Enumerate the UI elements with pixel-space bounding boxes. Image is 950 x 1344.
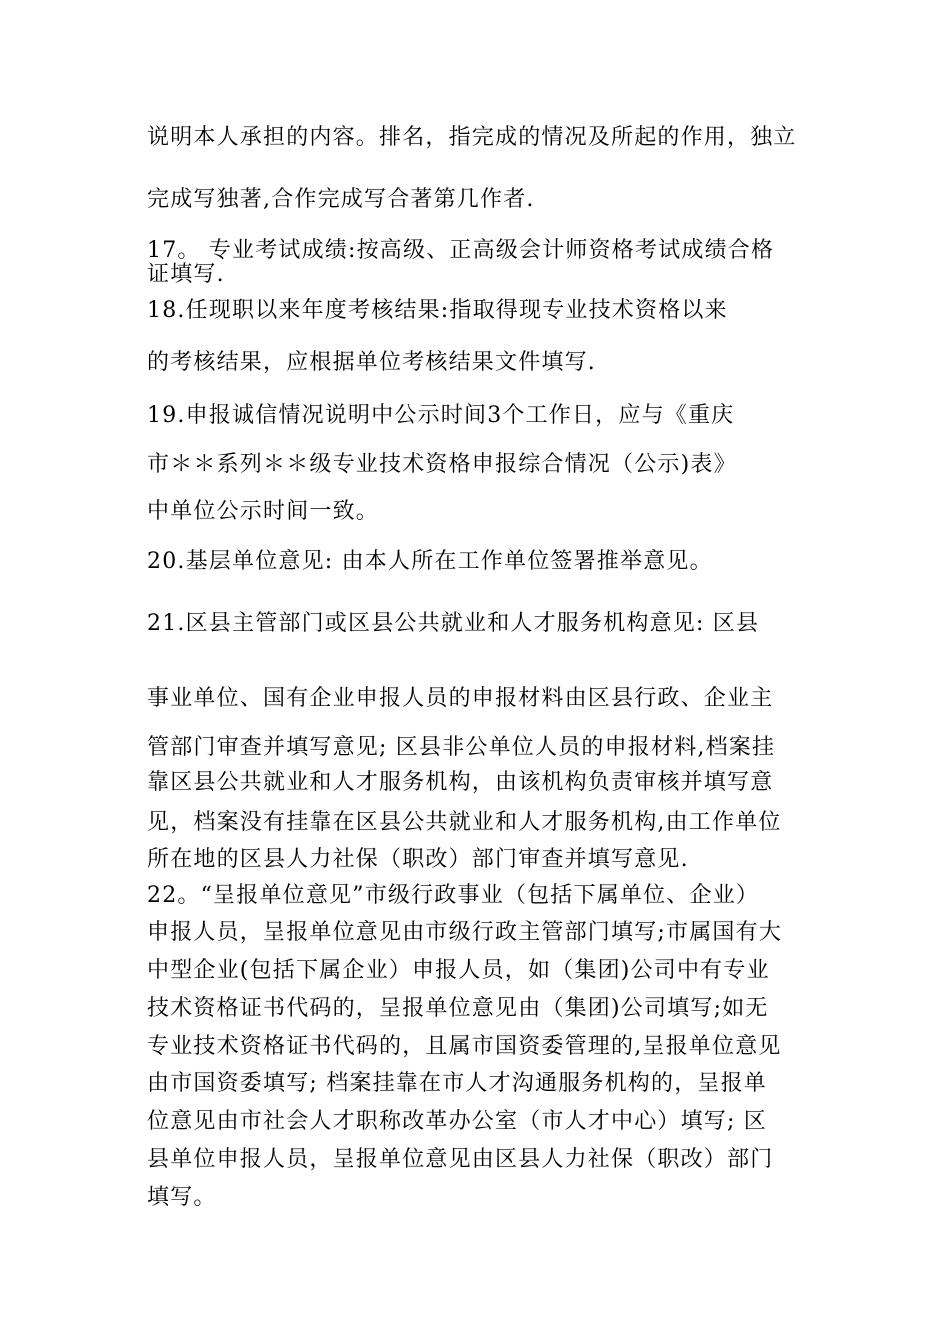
text-line: 22。“呈报单位意见”市级行政事业（包括下属单位、企业） [147,883,760,908]
text-line: 所在地的区县人力社保（职改）部门审查并填写意见. [147,847,689,872]
text-line: 县单位申报人员，呈报单位意见由区县人力社保（职改）部门 [147,1147,774,1172]
text-line: 说明本人承担的内容。排名，指完成的情况及所起的作用，独立 [147,125,797,150]
text-line: 见，档案没有挂靠在区县公共就业和人才服务机构,由工作单位 [147,810,782,835]
text-line: 完成写独著,合作完成写合著第几作者. [147,187,535,212]
text-line: 20.基层单位意见: 由本人所在工作单位签署推举意见。 [147,549,713,574]
text-line: 17。 专业考试成绩:按高级、正高级会计师资格考试成绩合格 [147,238,775,263]
text-line: 证填写. [147,262,225,287]
text-line: 18.任现职以来年度考核结果:指取得现专业技术资格以来 [147,298,728,323]
text-line: 由市国资委填写; 档案挂靠在市人才沟通服务机构的，呈报单 [147,1071,768,1096]
text-line: 19.申报诚信情况说明中公示时间3个工作日，应与《重庆 [147,403,735,428]
text-line: 位意见由市社会人才职称改革办公室（市人才中心）填写; 区 [147,1109,768,1134]
text-line: 事业单位、国有企业申报人员的申报材料由区县行政、企业主 [147,686,774,711]
text-line: 中型企业(包括下属企业）申报人员，如（集团)公司中有专业 [147,958,770,983]
text-line: 技术资格证书代码的，呈报单位意见由（集团)公司填写;如无 [147,996,769,1021]
text-line: 填写。 [147,1185,217,1210]
text-line: 21.区县主管部门或区县公共就业和人才服务机构意见: 区县 [147,611,760,636]
text-line: 中单位公示时间一致。 [147,499,380,524]
text-line: 申报人员，呈报单位意见由市级行政主管部门填写;市属国有大 [147,920,783,945]
text-line: 市＊＊系列＊＊级专业技术资格申报综合情况（公示)表》 [147,452,737,477]
text-line: 的考核结果，应根据单位考核结果文件填写. [147,350,596,375]
text-line: 靠区县公共就业和人才服务机构，由该机构负责审核并填写意 [147,770,774,795]
text-line: 管部门审查并填写意见; 区县非公单位人员的申报材料,档案挂 [147,735,776,760]
text-line: 专业技术资格证书代码的，且属市国资委管理的,呈报单位意见 [147,1034,782,1059]
